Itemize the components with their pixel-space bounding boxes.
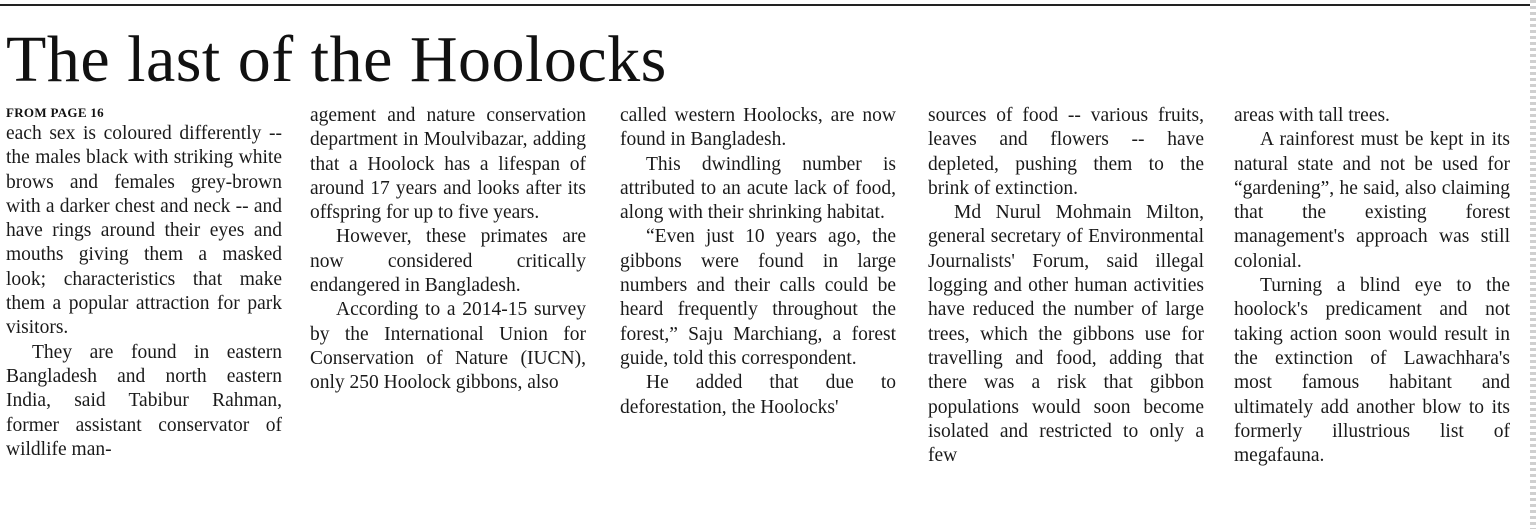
paragraph: Turning a blind eye to the hoolock's predicament and not taking action soon would result in the extinction of Lawachhara's most famous habitant and ultimately add another blow to its formerly illustrious list of megafauna.: [1234, 275, 1510, 467]
paragraph: However, these primates are now considered critically endangered in Bangladesh.: [310, 226, 586, 297]
paragraph: “Even just 10 years ago, the gibbons were found in large numbers and their calls could be heard frequently throughout the forest,” Saju Marchiang, a forest guide, told this correspondent.: [620, 226, 896, 369]
paragraph: According to a 2014-15 survey by the International Union for Conservation of Nature (IUCN), only 250 Hoolock gibbons, also: [310, 299, 586, 394]
paragraph: This dwindling number is attributed to an acute lack of food, along with their shrinking habitat.: [620, 153, 896, 224]
column-4: [928, 104, 1204, 529]
headline: The last of the Hoolocks: [6, 23, 667, 96]
column-3: [620, 104, 896, 529]
paragraph: called western Hoolocks, are now found in Bangladesh.: [620, 105, 896, 151]
page-edge: [1530, 0, 1536, 529]
continuation-kicker: FROM PAGE 16: [6, 105, 104, 120]
paragraph: each sex is coloured differently -- the males black with striking white brows and females grey-brown with a darker chest and neck -- and have rings around their eyes and mouths giving them a masked look; characteristics that make them a popular attraction for park visitors.: [6, 123, 282, 339]
paragraph: sources of food -- various fruits, leaves and flowers -- have depleted, pushing them to the brink of extinction.: [928, 105, 1204, 199]
paragraph: Md Nurul Mohmain Milton, general secretary of Environmental Journalists' Forum, said illegal logging and other human activities have reduced the number of large trees, which the gibbons use for travelling and food, adding that there was a risk that gibbon populations would soon become isolated and restricted to only a few: [928, 202, 1204, 467]
column-2: [310, 104, 586, 529]
paragraph: agement and nature conservation department in Moulvibazar, adding that a Hoolock has a lifespan of around 17 years and looks after its offspring for up to five years.: [310, 105, 586, 224]
column-5: [1234, 104, 1510, 529]
paragraph: A rainforest must be kept in its natural state and not be used for “gardening”, he said, also claiming that the existing forest management's approach was still colonial.: [1234, 129, 1510, 272]
article-body: [6, 104, 1526, 529]
column-1: [6, 104, 282, 529]
paragraph: areas with tall trees.: [1234, 105, 1390, 126]
paragraph: They are found in eastern Bangladesh and north eastern India, said Tabibur Rahman, former assistant conservator of wildlife man-: [6, 341, 282, 460]
top-rule: [0, 4, 1530, 6]
paragraph: He added that due to deforestation, the Hoolocks': [620, 372, 896, 418]
